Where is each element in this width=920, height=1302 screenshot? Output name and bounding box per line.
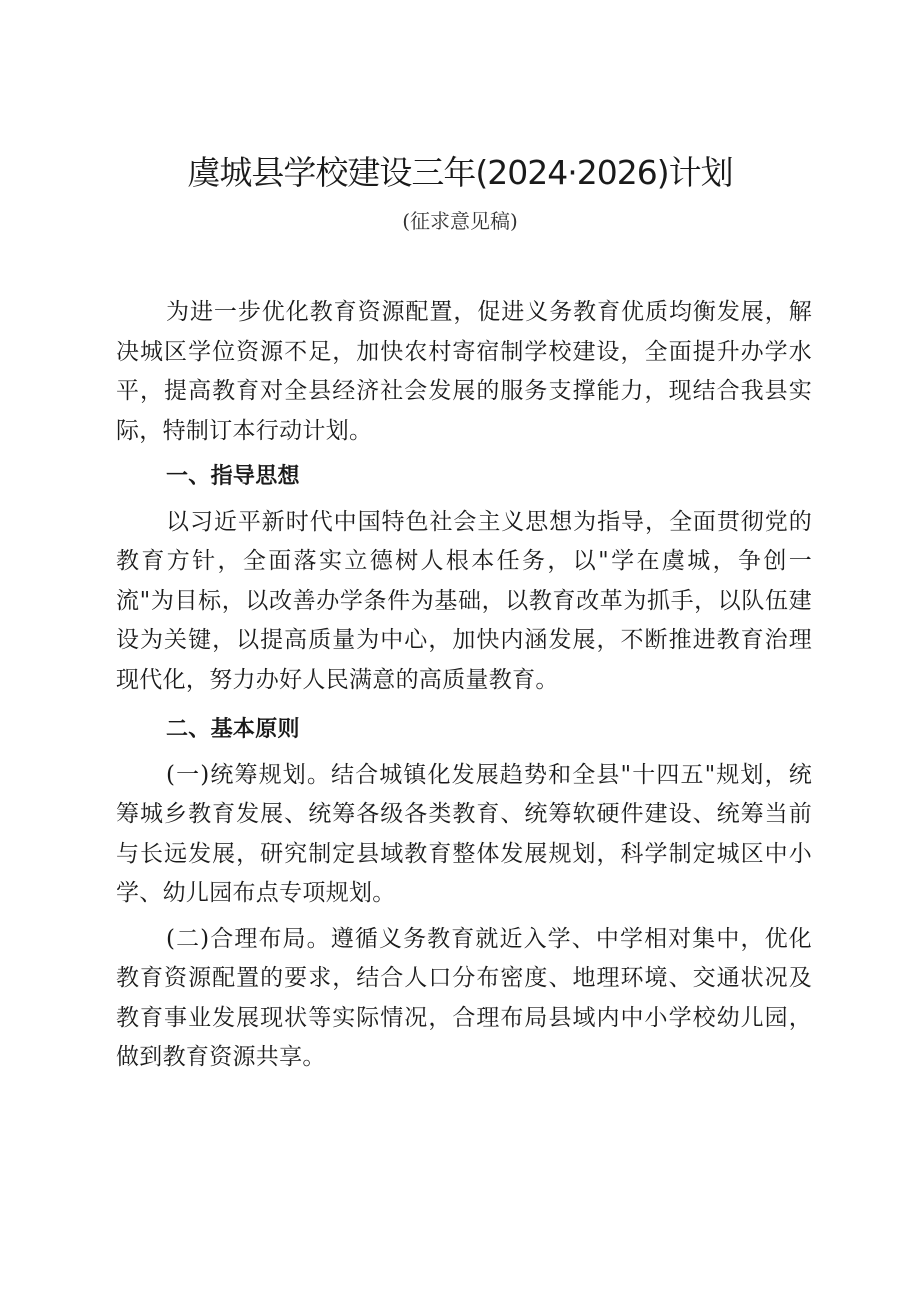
- section-paragraph: 以习近平新时代中国特色社会主义思想为指导，全面贯彻党的教育方针，全面落实立德树人根本任务，以"学在虞城，争创一流"为目标，以改善办学条件为基础，以教育改革为抓手，以队伍建设为关键，以提高质量为中心，加快内涵发展，不断推进教育治理现代化，努力办好人民满意的高质量教育。: [116, 508, 812, 693]
- document-title: 虞城县学校建设三年(2024·2026)计划: [187, 153, 733, 192]
- document-body: [116, 293, 812, 1078]
- section-paragraph: (一)统筹规划。结合城镇化发展趋势和全县"十四五"规划，统筹城乡教育发展、统筹各级各类教育、统筹软硬件建设、统筹当前与长远发展，研究制定县域教育整体发展规划，科学制定城区中小学、幼儿园布点专项规划。: [116, 761, 812, 906]
- intro-paragraph: 为进一步优化教育资源配置，促进义务教育优质均衡发展，解决城区学位资源不足，加快农村寄宿制学校建设，全面提升办学水平，提高教育对全县经济社会发展的服务支撑能力，现结合我县实际，特制订本行动计划。: [116, 299, 812, 444]
- document-subtitle: (征求意见稿): [402, 209, 518, 233]
- section-heading-basic-principles: 二、基本原则: [166, 717, 300, 742]
- section-heading-guiding-ideology: 一、指导思想: [166, 464, 300, 489]
- section-paragraph: (二)合理布局。遵循义务教育就近入学、中学相对集中，优化教育资源配置的要求，结合人口分布密度、地理环境、交通状况及教育事业发展现状等实际情况，合理布局县域内中小学校幼儿园，做到教育资源共享。: [116, 925, 812, 1070]
